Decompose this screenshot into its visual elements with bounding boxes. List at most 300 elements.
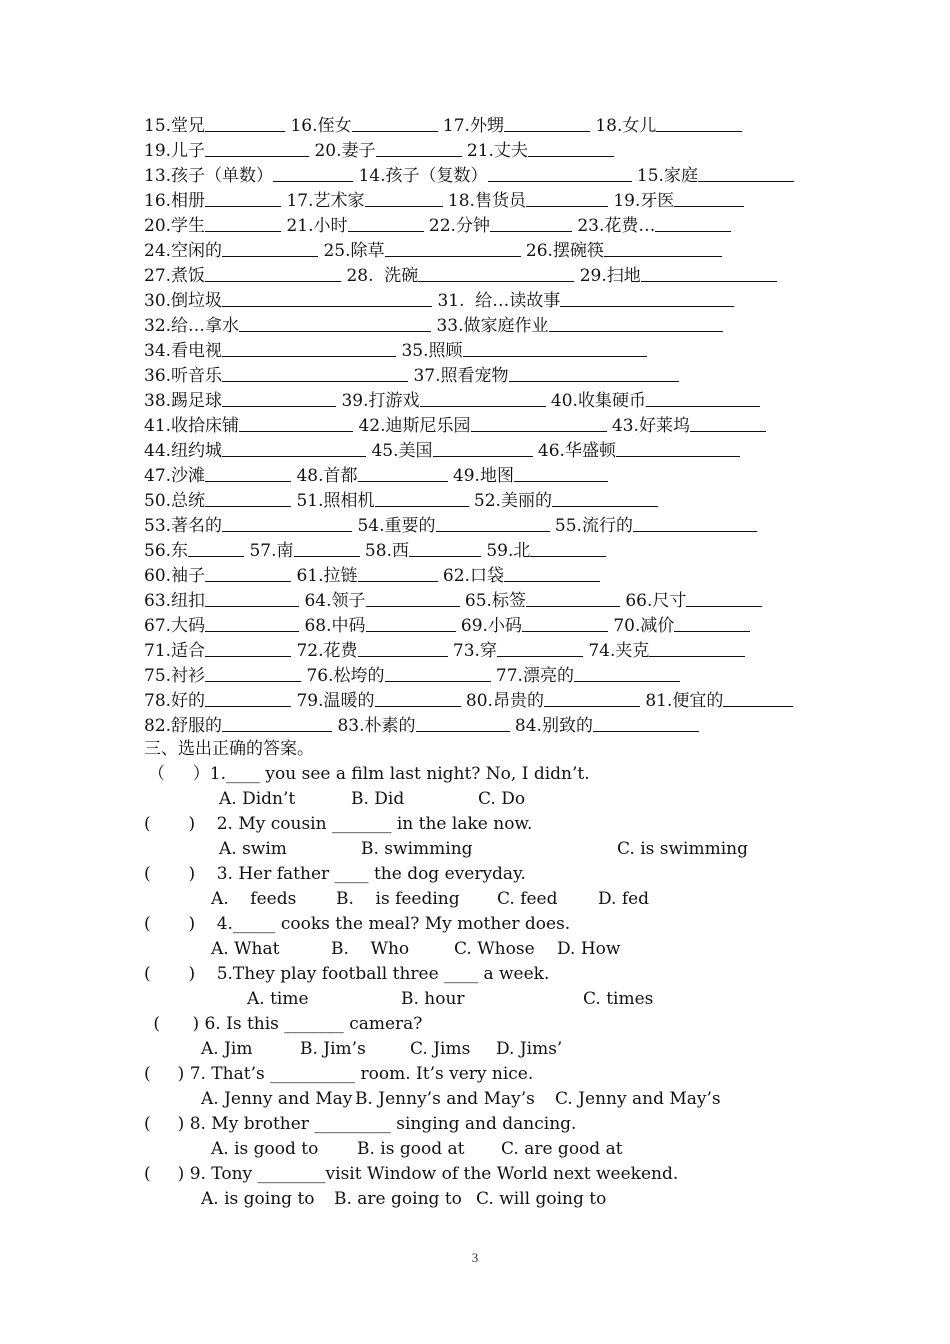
question-stem: ( ) 8. My brother _________ singing and dancing. [144, 1114, 577, 1134]
vocab-row [144, 263, 950, 288]
vocab-label: 19.儿子 [144, 141, 206, 161]
vocab-item [358, 416, 606, 436]
question-options [0, 837, 950, 862]
vocab-item [371, 441, 532, 461]
answer-blank[interactable] [690, 413, 766, 432]
vocab-item [436, 316, 722, 336]
vocab-label: 26.摆碗筷 [525, 241, 604, 261]
question-stem-line [0, 812, 950, 837]
vocab-label: 38.踢足球 [144, 391, 223, 411]
vocab-label: 28. 洗碗 [346, 266, 419, 286]
answer-blank[interactable] [436, 513, 550, 532]
vocab-label: 36.听音乐 [144, 366, 223, 386]
vocab-row [144, 113, 950, 138]
answer-blank[interactable] [686, 588, 762, 607]
answer-blank[interactable] [526, 588, 620, 607]
vocab-item [465, 591, 620, 611]
vocab-row [144, 688, 950, 713]
vocab-item [341, 391, 545, 411]
vocab-item [144, 666, 301, 686]
vocab-item [304, 616, 455, 636]
vocab-item [453, 466, 608, 486]
vocab-item [474, 491, 658, 511]
vocab-item [588, 641, 745, 661]
vocab-item [304, 591, 459, 611]
answer-blank[interactable] [366, 613, 456, 632]
answer-blank[interactable] [463, 338, 647, 357]
vocab-item [290, 116, 437, 136]
answer-blank[interactable] [544, 688, 640, 707]
vocab-item [144, 641, 291, 661]
vocab-label: 47.沙滩 [144, 466, 206, 486]
answer-blank[interactable] [497, 638, 583, 657]
vocab-item [429, 216, 572, 236]
answer-option[interactable]: B. Jim’s [300, 1039, 366, 1059]
answer-blank[interactable] [530, 538, 606, 557]
answer-blank[interactable] [358, 463, 448, 482]
vocab-label: 13.孩子（单数） [144, 166, 274, 186]
vocab-item [443, 116, 590, 136]
answer-blank[interactable] [504, 563, 600, 582]
vocab-item [144, 141, 309, 161]
vocab-item [296, 491, 468, 511]
vocab-label: 57.南 [249, 541, 294, 561]
question-options [0, 987, 950, 1012]
vocab-item [144, 566, 291, 586]
vocab-label: 20.妻子 [314, 141, 376, 161]
question-stem-line [0, 1012, 950, 1037]
answer-option[interactable]: A. feeds [211, 889, 297, 909]
vocab-item [314, 141, 461, 161]
vocab-row [144, 388, 950, 413]
vocab-item [144, 266, 341, 286]
vocab-label: 32.给…拿水 [144, 316, 240, 336]
answer-blank[interactable] [352, 113, 438, 132]
answer-blank[interactable] [409, 538, 481, 557]
vocab-label: 71.适合 [144, 641, 206, 661]
answer-option[interactable]: C. is swimming [617, 839, 748, 859]
answer-blank[interactable] [641, 263, 777, 282]
vocab-item [613, 191, 744, 211]
vocab-item [306, 666, 490, 686]
answer-option[interactable]: B. is good at [357, 1139, 465, 1159]
question-stem: （ ）1.____ you see a film last night? No, I didn’t. [148, 764, 590, 784]
vocab-row [144, 713, 950, 738]
vocab-item [346, 266, 574, 286]
vocab-item [144, 691, 291, 711]
vocab-label: 42.迪斯尼乐园 [358, 416, 471, 436]
question-stem-line [0, 912, 950, 937]
vocab-label: 52.美丽的 [473, 491, 552, 511]
vocab-label: 34.看电视 [144, 341, 223, 361]
section-3-title [0, 737, 950, 762]
vocab-label: 22.分钟 [428, 216, 490, 236]
vocab-item [358, 166, 631, 186]
answer-blank[interactable] [205, 588, 299, 607]
vocab-row [144, 338, 950, 363]
answer-option[interactable]: A. What [211, 939, 280, 959]
vocab-label: 15.家庭 [636, 166, 698, 186]
answer-blank[interactable] [239, 313, 431, 332]
answer-blank[interactable] [205, 488, 291, 507]
vocab-label: 18.女儿 [595, 116, 657, 136]
answer-blank[interactable] [205, 263, 341, 282]
answer-option[interactable]: A. is good to [211, 1139, 319, 1159]
question-stem: ( ) 7. That’s __________ room. It’s very nice. [144, 1064, 534, 1084]
answer-option[interactable]: A. is going to [201, 1189, 315, 1209]
question-options [0, 1137, 950, 1162]
vocab-item [144, 291, 432, 311]
vocab-item [144, 716, 332, 736]
answer-blank[interactable] [490, 213, 572, 232]
answer-blank[interactable] [205, 113, 285, 132]
vocab-item [286, 216, 423, 236]
answer-blank[interactable] [375, 488, 469, 507]
vocab-item [365, 541, 481, 561]
answer-option[interactable]: B. Who [331, 939, 410, 959]
vocab-label: 48.首都 [296, 466, 358, 486]
vocab-label: 67.大码 [144, 616, 206, 636]
answer-blank[interactable] [376, 138, 462, 157]
vocab-label: 69.小码 [460, 616, 522, 636]
answer-blank[interactable] [420, 388, 546, 407]
vocab-item [144, 216, 281, 236]
question-stem: ( ) 5.They play football three ____ a week. [144, 964, 550, 984]
question-options [0, 887, 950, 912]
vocab-item [144, 441, 366, 461]
vocab-item [144, 416, 353, 436]
vocab-item [515, 716, 699, 736]
vocab-row [144, 238, 950, 263]
answer-option[interactable]: D. How [557, 939, 621, 959]
answer-blank[interactable] [416, 713, 510, 732]
vocab-label: 62.口袋 [442, 566, 504, 586]
vocab-item [413, 366, 678, 386]
vocab-row [144, 663, 950, 688]
question-stem: ( ) 9. Tony ________visit Window of the World next weekend. [144, 1164, 679, 1184]
vocab-label: 58.西 [364, 541, 409, 561]
vocab-label: 19.牙医 [613, 191, 675, 211]
vocab-label: 35.照顾 [401, 341, 463, 361]
page-number: 3 [471, 1250, 479, 1265]
answer-blank[interactable] [528, 138, 614, 157]
answer-blank[interactable] [205, 563, 291, 582]
vocab-label: 72.花费 [296, 641, 358, 661]
vocab-row [144, 363, 950, 388]
vocab-item [144, 466, 291, 486]
vocab-row [144, 213, 950, 238]
answer-option[interactable]: B. are going to [334, 1189, 462, 1209]
vocab-label: 17.外甥 [442, 116, 504, 136]
answer-option[interactable]: A. time [247, 989, 309, 1009]
vocab-label: 24.空闲的 [144, 241, 223, 261]
vocab-label: 68.中码 [304, 616, 366, 636]
answer-blank[interactable] [656, 113, 742, 132]
vocab-item [296, 566, 437, 586]
answer-option[interactable]: C. will going to [476, 1189, 607, 1209]
question-stem: ( ) 2. My cousin _______ in the lake now. [144, 814, 533, 834]
vocab-label: 81.便宜的 [645, 691, 724, 711]
answer-option[interactable]: B. Did [351, 789, 405, 809]
question-options [0, 1087, 950, 1112]
question-stem: ( ) 4._____ cooks the meal? My mother does. [144, 914, 571, 934]
vocab-label: 18.售货员 [447, 191, 526, 211]
vocab-item [555, 516, 757, 536]
vocab-label: 37.照看宠物 [413, 366, 509, 386]
answer-blank[interactable] [205, 638, 291, 657]
answer-blank[interactable] [205, 688, 291, 707]
vocab-item [401, 341, 646, 361]
vocab-item [144, 191, 281, 211]
answer-blank[interactable] [698, 163, 794, 182]
vocab-label: 61.拉链 [296, 566, 358, 586]
vocab-item [448, 191, 608, 211]
vocab-label: 51.照相机 [296, 491, 375, 511]
vocab-label: 15.堂兄 [144, 116, 206, 136]
vocab-item [144, 541, 244, 561]
vocab-label: 66.尺寸 [625, 591, 687, 611]
vocab-row [144, 538, 950, 563]
question-stem-line [0, 962, 950, 987]
vocab-label: 55.流行的 [554, 516, 633, 536]
answer-blank[interactable] [366, 588, 460, 607]
vocab-label: 27.煮饭 [144, 266, 206, 286]
answer-option[interactable]: C. times [583, 989, 654, 1009]
answer-blank[interactable] [222, 438, 366, 457]
answer-blank[interactable] [365, 188, 443, 207]
answer-blank[interactable] [649, 638, 745, 657]
vocab-item [577, 216, 731, 236]
vocab-label: 59.北 [486, 541, 531, 561]
vocab-item [526, 241, 722, 261]
vocab-item [443, 566, 600, 586]
vocab-item [637, 166, 794, 186]
answer-blank[interactable] [358, 563, 438, 582]
answer-blank[interactable] [205, 213, 281, 232]
answer-blank[interactable] [616, 438, 740, 457]
vocab-label: 75.衬衫 [144, 666, 206, 686]
answer-blank[interactable] [655, 213, 731, 232]
vocab-label: 50.总统 [144, 491, 206, 511]
vocab-item [496, 666, 680, 686]
answer-blank[interactable] [273, 163, 353, 182]
question-stem-line [0, 1162, 950, 1187]
vocab-label: 79.温暖的 [296, 691, 375, 711]
answer-blank[interactable] [418, 263, 574, 282]
vocab-item [467, 141, 614, 161]
answer-blank[interactable] [205, 188, 281, 207]
answer-blank[interactable] [205, 663, 301, 682]
question-stem-line [0, 862, 950, 887]
answer-blank[interactable] [522, 613, 608, 632]
vocab-label: 16.侄女 [290, 116, 352, 136]
answer-option[interactable]: C. Jenny and May’s [555, 1089, 721, 1109]
answer-blank[interactable] [222, 288, 432, 307]
vocab-label: 21.小时 [286, 216, 348, 236]
vocab-label: 53.著名的 [144, 516, 223, 536]
vocab-item [625, 591, 762, 611]
vocab-label: 41.收拾床铺 [144, 416, 240, 436]
vocab-item [453, 641, 583, 661]
answer-option[interactable]: C. Jims [410, 1039, 471, 1059]
vocab-label: 44.纽约城 [144, 441, 223, 461]
vocab-label: 77.漂亮的 [495, 666, 574, 686]
vocab-label: 30.倒垃圾 [144, 291, 223, 311]
vocab-label: 17.艺术家 [286, 191, 365, 211]
vocab-item [144, 616, 299, 636]
answer-blank[interactable] [358, 638, 448, 657]
answer-blank[interactable] [433, 438, 533, 457]
answer-blank[interactable] [646, 388, 760, 407]
vocab-item [144, 516, 352, 536]
vocab-label: 74.夹克 [588, 641, 650, 661]
answer-blank[interactable] [574, 663, 680, 682]
vocab-row [144, 163, 950, 188]
vocab-item [612, 416, 766, 436]
answer-blank[interactable] [604, 238, 722, 257]
vocab-item [461, 616, 608, 636]
question-stem: ( ) 6. Is this _______ camera? [148, 1014, 423, 1034]
vocab-item [296, 466, 447, 486]
answer-option[interactable]: A. Didn’t [219, 789, 296, 809]
vocab-row [144, 413, 950, 438]
vocab-item [538, 441, 740, 461]
answer-option[interactable]: C. Whose [454, 939, 535, 959]
vocab-item [437, 291, 734, 311]
answer-option[interactable]: A. swim [219, 839, 287, 859]
vocab-item [144, 316, 431, 336]
vocab-label: 78.好的 [144, 691, 206, 711]
answer-blank[interactable] [723, 688, 793, 707]
answer-option[interactable]: B. Jenny’s and May’s [355, 1089, 535, 1109]
vocab-item [595, 116, 742, 136]
question-options [0, 937, 950, 962]
vocab-item [551, 391, 760, 411]
vocab-label: 64.领子 [304, 591, 366, 611]
answer-blank[interactable] [294, 538, 360, 557]
vocab-label: 43.好莱坞 [611, 416, 690, 436]
answer-blank[interactable] [205, 463, 291, 482]
vocab-label: 76.松垮的 [306, 666, 385, 686]
answer-option[interactable]: D. Jims’ [496, 1039, 563, 1059]
answer-blank[interactable] [375, 688, 461, 707]
answer-option[interactable]: A. Jenny and May [201, 1089, 353, 1109]
vocab-item [580, 266, 777, 286]
vocab-item [296, 641, 447, 661]
answer-blank[interactable] [348, 213, 424, 232]
answer-blank[interactable] [509, 363, 679, 382]
answer-blank[interactable] [674, 613, 750, 632]
vocab-row [144, 313, 950, 338]
answer-blank[interactable] [593, 713, 699, 732]
answer-blank[interactable] [222, 513, 352, 532]
answer-option[interactable]: D. fed [598, 889, 650, 909]
answer-blank[interactable] [239, 413, 353, 432]
vocab-row [144, 563, 950, 588]
question-options [0, 1037, 950, 1062]
answer-blank[interactable] [526, 188, 608, 207]
answer-option[interactable]: A. Jim [201, 1039, 253, 1059]
answer-blank[interactable] [188, 538, 244, 557]
vocab-label: 31. 给…读故事 [437, 291, 561, 311]
vocab-label: 40.收集硬币 [550, 391, 646, 411]
answer-blank[interactable] [385, 663, 491, 682]
vocab-item [144, 116, 285, 136]
vocab-row [144, 638, 950, 663]
answer-blank[interactable] [471, 413, 607, 432]
vocab-label: 20.学生 [144, 216, 206, 236]
answer-blank[interactable] [549, 313, 723, 332]
vocab-item [144, 241, 318, 261]
vocab-item [466, 691, 640, 711]
vocab-label: 54.重要的 [357, 516, 436, 536]
answer-blank[interactable] [385, 238, 521, 257]
vocab-label: 45.美国 [371, 441, 433, 461]
vocab-item [144, 491, 291, 511]
vocab-row [144, 488, 950, 513]
answer-blank[interactable] [222, 238, 318, 257]
question-stem: ( ) 3. Her father ____ the dog everyday. [144, 864, 526, 884]
vocab-label: 56.东 [144, 541, 189, 561]
answer-option[interactable]: B. swimming [361, 839, 473, 859]
answer-option[interactable]: B. hour [401, 989, 465, 1009]
answer-blank[interactable] [205, 613, 299, 632]
answer-blank[interactable] [560, 288, 734, 307]
answer-option[interactable]: C. are good at [501, 1139, 623, 1159]
answer-blank[interactable] [552, 488, 658, 507]
answer-blank[interactable] [222, 338, 396, 357]
question-stem-line [0, 1112, 950, 1137]
answer-option[interactable]: C. Do [478, 789, 526, 809]
vocab-label: 29.扫地 [579, 266, 641, 286]
vocab-label: 16.相册 [144, 191, 206, 211]
answer-blank[interactable] [222, 388, 336, 407]
answer-blank[interactable] [205, 138, 309, 157]
vocab-row [144, 438, 950, 463]
answer-blank[interactable] [504, 113, 590, 132]
answer-blank[interactable] [514, 463, 608, 482]
vocab-label: 84.别致的 [514, 716, 593, 736]
answer-option[interactable]: B. is feeding [336, 889, 460, 909]
vocab-label: 49.地图 [452, 466, 514, 486]
vocab-item [144, 366, 408, 386]
vocab-item [249, 541, 359, 561]
question-options [0, 1187, 950, 1212]
answer-blank[interactable] [222, 713, 332, 732]
answer-blank[interactable] [488, 163, 632, 182]
question-options [0, 787, 950, 812]
answer-blank[interactable] [633, 513, 757, 532]
question-stem-line [0, 762, 950, 787]
vocab-label: 46.华盛顿 [537, 441, 616, 461]
vocab-label: 33.做家庭作业 [436, 316, 549, 336]
answer-blank[interactable] [674, 188, 744, 207]
vocab-label: 73.穿 [452, 641, 497, 661]
vocab-item [144, 391, 336, 411]
vocab-label: 82.舒服的 [144, 716, 223, 736]
vocab-item [645, 691, 793, 711]
vocab-item [144, 166, 353, 186]
answer-option[interactable]: C. feed [497, 889, 558, 909]
vocab-row [144, 513, 950, 538]
vocab-label: 25.除草 [323, 241, 385, 261]
answer-blank[interactable] [222, 363, 408, 382]
question-stem-line [0, 1062, 950, 1087]
vocab-label: 70.减价 [613, 616, 675, 636]
vocab-row [144, 138, 950, 163]
vocab-label: 21.丈夫 [466, 141, 528, 161]
vocab-label: 14.孩子（复数） [358, 166, 488, 186]
